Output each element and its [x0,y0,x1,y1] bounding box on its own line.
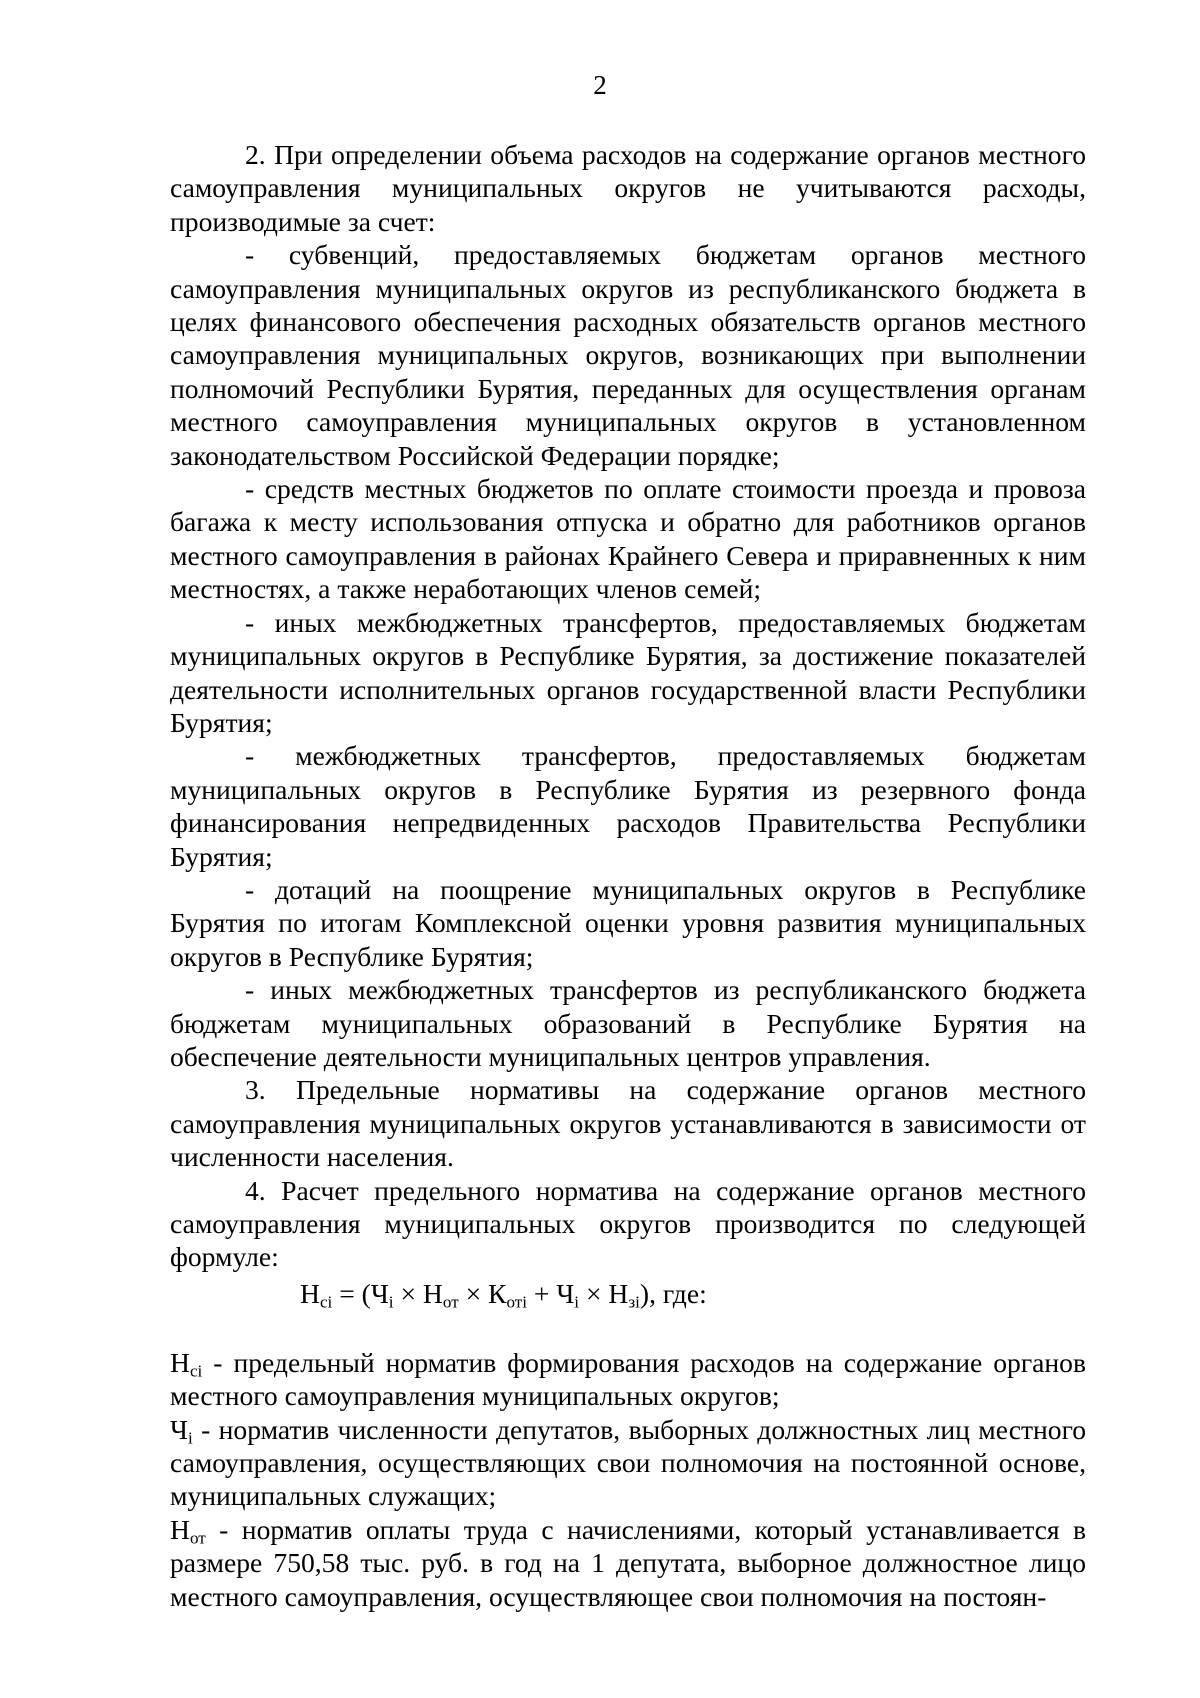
definition-Hci: $Н_{ci}$ - предельный норматив формирования расходов на содержание органов местного самоуправления муниципальных округов; [170,1346,1086,1412]
formula: $Н_{ci} = (Ч_i \times Н_{от} \times К_{отi} + Ч_i \times Н_{зi})$, где: [300,1277,707,1312]
bullet-subventions: - субвенций, предоставляемых бюджетам органов местного самоуправления муниципальных округов из республиканского бюджета в целях финансового обеспечения расходных обязательств органов местного самоуправления муниципальных округов, возникающих при выполнении полномочий Республики Бурятия, переданных для осуществления органам местного самоуправления муниципальных округов в установленном законодательством Российской Федерации порядке; [170,239,1086,471]
paragraph-2: 2. При определении объема расходов на содержание органов местного самоуправления муниципальных округов не учитываются расходы, производимые за счет: [170,139,1086,237]
bullet-management-centers: - иных межбюджетных трансфертов из республиканского бюджета бюджетам муниципальных образований в Республике Бурятия на обеспечение деятельности муниципальных центров управления. [170,974,1086,1072]
definition-Chi: $Ч_i$ - норматив численности депутатов, выборных должностных лиц местного самоуправления, осуществляющих свои полномочия на постоянной основе, муниципальных служащих; [170,1413,1086,1512]
page-number: 2 [593,70,607,100]
paragraph-4: 4. Расчет предельного норматива на содержание органов местного самоуправления муниципальных округов производится по следующей формуле: [170,1174,1086,1273]
bullet-travel-costs: - средств местных бюджетов по оплате стоимости проезда и провоза багажа к месту использования отпуска и обратно для работников органов местного самоуправления в районах Крайнего Севера и приравненных к ним местностях, а также неработающих членов семей; [170,473,1086,605]
bullet-incentive-grants: - дотаций на поощрение муниципальных округов в Республике Бурятия по итогам Комплексной оценки уровня развития муниципальных округов в Республике Бурятия; [170,873,1086,972]
paragraph-3: 3. Предельные нормативы на содержание органов местного самоуправления муниципальных округов устанавливаются в зависимости от численности населения. [170,1074,1086,1173]
definition-Hot: $Н_{от}$ - норматив оплаты труда с начислениями, который устанавливается в размере 750,58 тыс. руб. в год на 1 депутата, выборное должностное лицо местного самоуправления, осуществляющее свои полномочия на постоян- [170,1513,1086,1612]
document-body [170,138,1086,1613]
bullet-other-transfers-indicators: - иных межбюджетных трансфертов, предоставляемых бюджетам муниципальных округов в Республике Бурятия, за достижение показателей деятельности исполнительных органов государственной власти Республики Бурятия; [170,606,1086,738]
bullet-reserve-fund-transfers: - межбюджетных трансфертов, предоставляемых бюджетам муниципальных округов в Республике Бурятия из резервного фонда финансирования непредвиденных расходов Правительства Республики Бурятия; [170,740,1086,872]
